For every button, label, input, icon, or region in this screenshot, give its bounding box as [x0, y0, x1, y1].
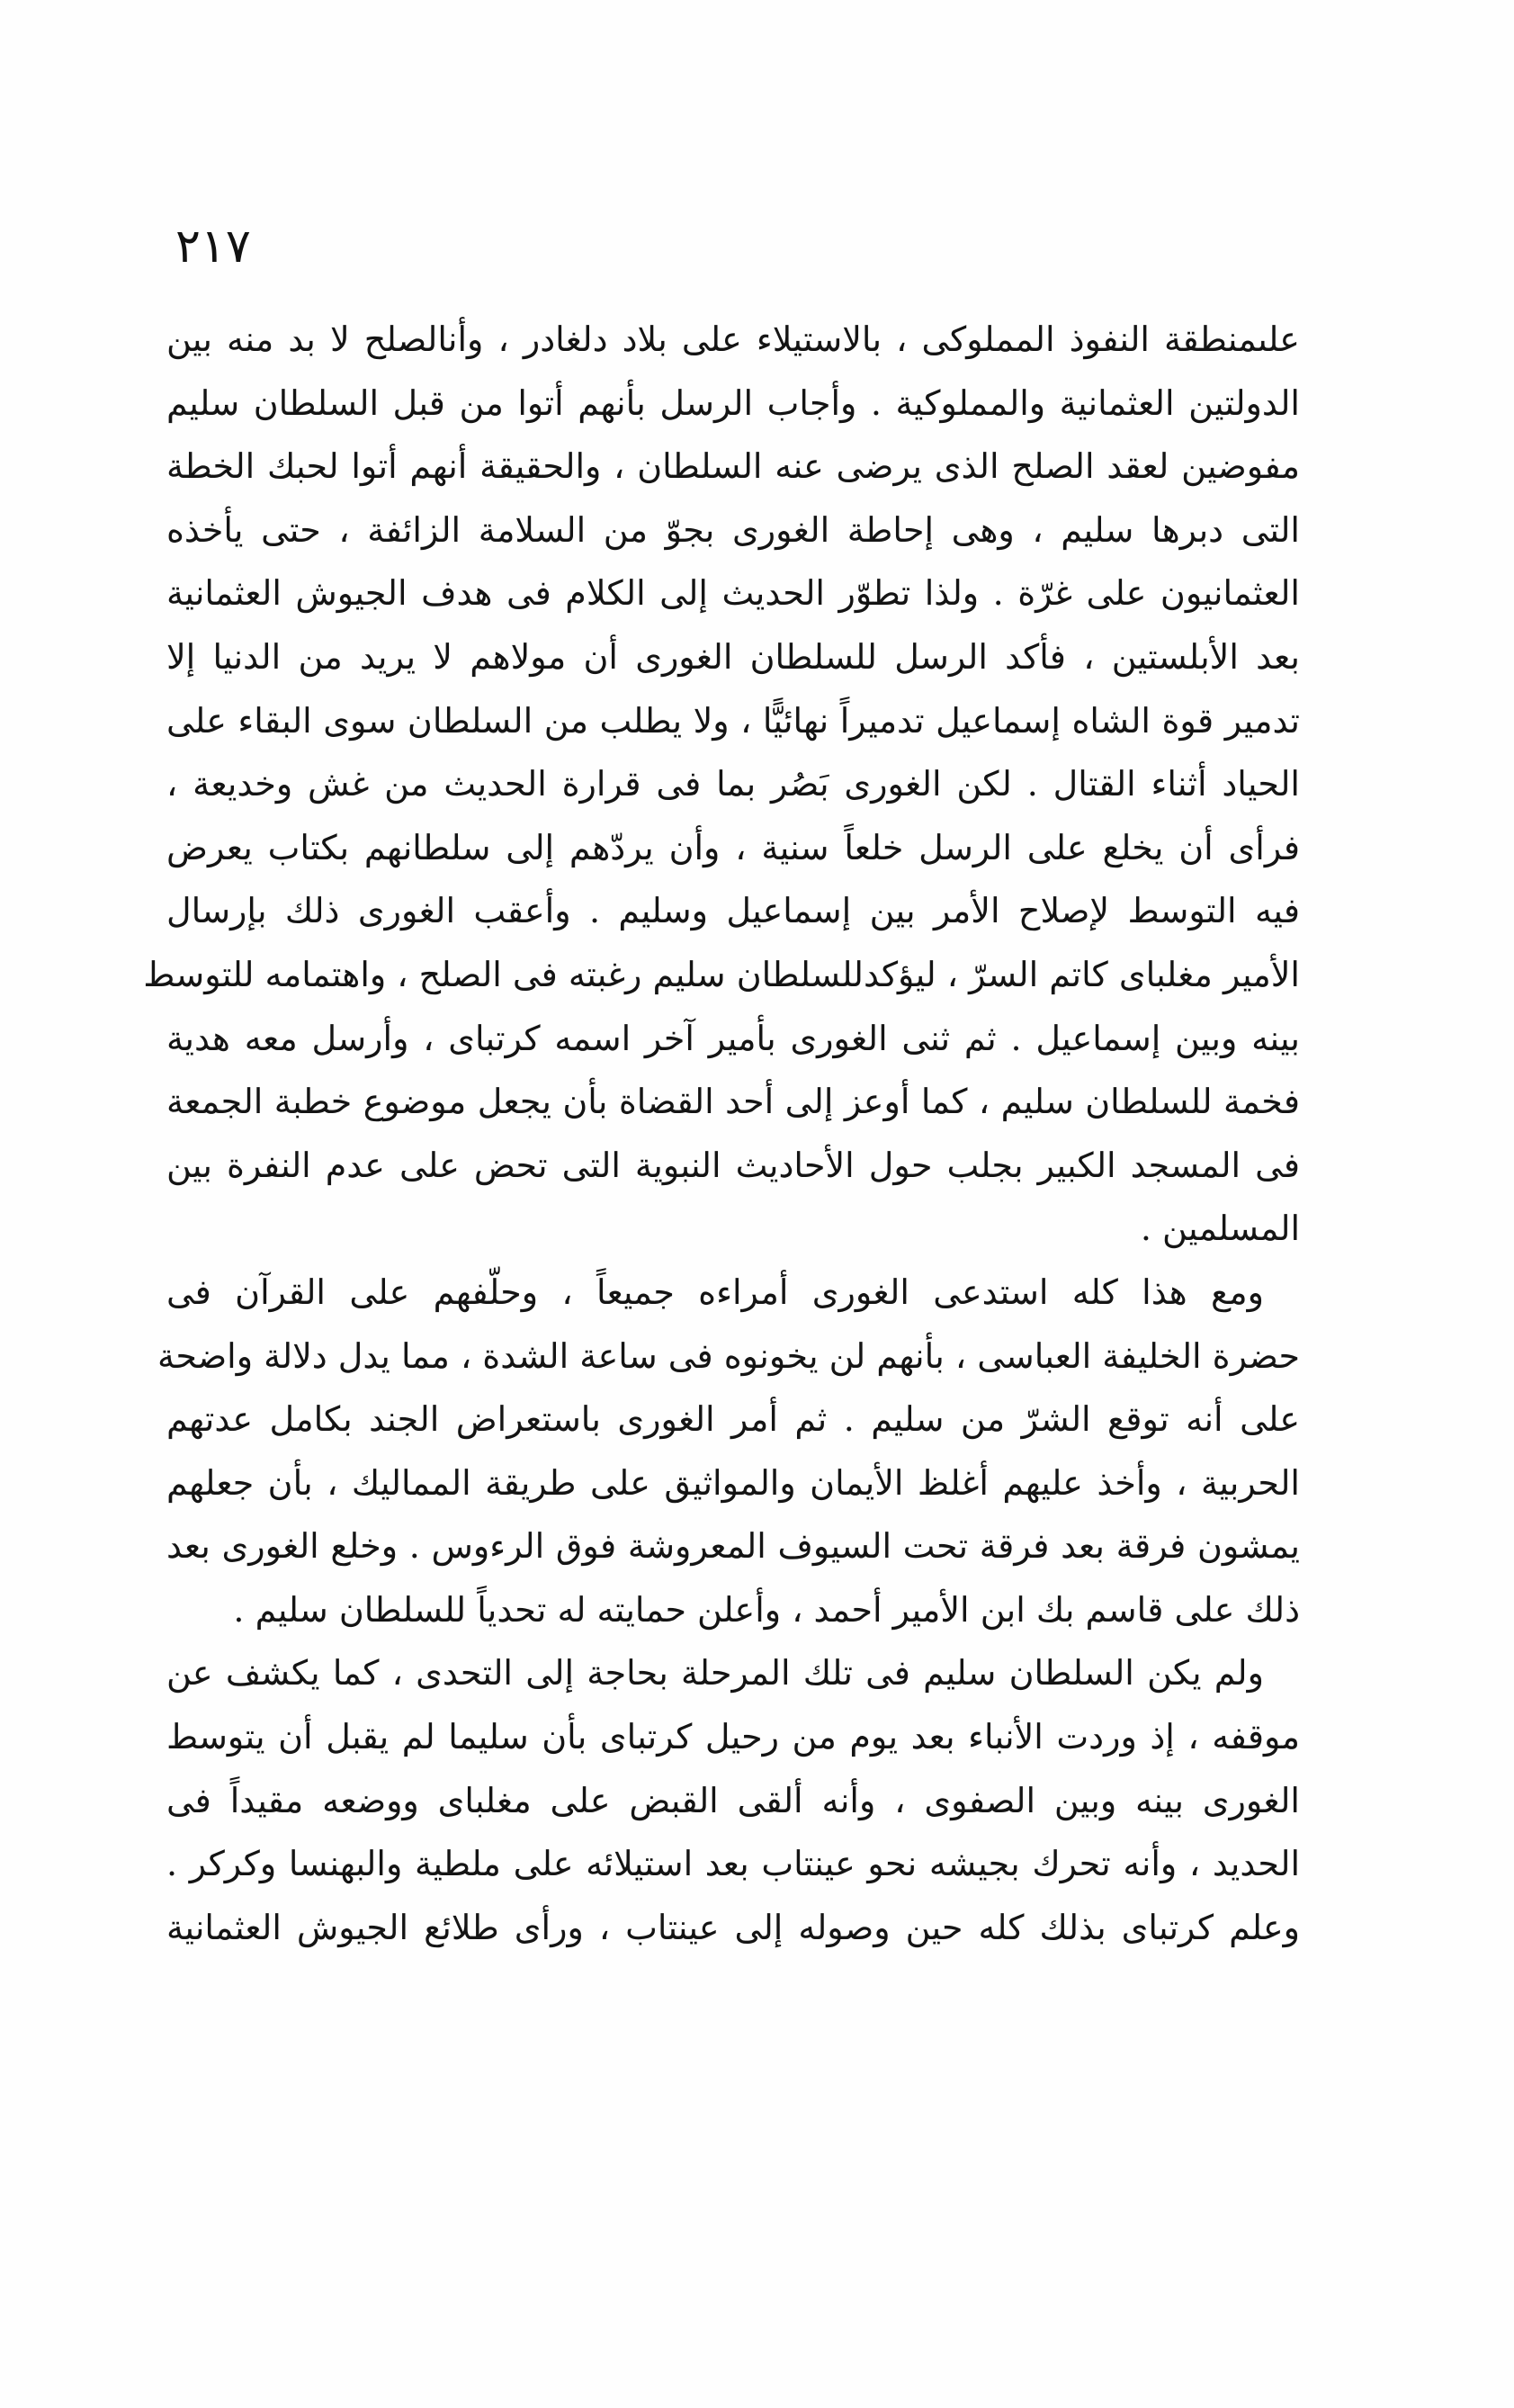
text-line: بعد الأبلستين ، فأكد الرسل للسلطان الغورى أن مولاهم لا يريد من الدنيا إلا [166, 636, 1300, 677]
text-line: العثمانيون على غرّة . ولذا تطوّر الحديث إلى الكلام فى هدف الجيوش العثمانية [166, 573, 1300, 614]
text-line: الحربية ، وأخذ عليهم أغلظ الأيمان والمواثيق على طريقة المماليك ، بأن جعلهم [166, 1462, 1300, 1503]
text-line: التى دبرها سليم ، وهى إحاطة الغورى بجوّ من السلامة الزائفة ، حتى يأخذه [166, 509, 1300, 550]
text-line: ذلك على قاسم بك ابن الأمير أحمد ، وأعلن حمايته له تحدياً للسلطان سليم . [233, 1589, 1300, 1630]
text-line: الحديد ، وأنه تحرك بجيشه نحو عينتاب بعد استيلائه على ملطية والبهنسا وكركر . [166, 1844, 1300, 1884]
text-line: فخمة للسلطان سليم ، كما أوعز إلى أحد القضاة بأن يجعل موضوع خطبة الجمعة [166, 1082, 1300, 1122]
text-line: تدمير قوة الشاه إسماعيل تدميراً نهائيًّا ، ولا يطلب من السلطان سوى البقاء على [166, 700, 1300, 741]
text-line: يمشون فرقة بعد فرقة تحت السيوف المعروشة فوق الرءوس . وخلع الغورى بعد [166, 1526, 1300, 1567]
text-line: الحياد أثناء القتال . لكن الغورى بَصُر بما فى قرارة الحديث من غش وخديعة ، [166, 764, 1300, 804]
text-line: على أنه توقع الشرّ من سليم . ثم أمر الغورى باستعراض الجند بكامل عدتهم [166, 1399, 1300, 1440]
text-line: ومع هذا كله استدعى الغورى أمراءه جميعاً ، وحلّفهم على القرآن فى [166, 1271, 1264, 1312]
text-line: موقفه ، إذ وردت الأنباء بعد يوم من رحيل كرتباى بأن سليما لم يقبل أن يتوسط [166, 1717, 1300, 1757]
text-line: فيه التوسط لإصلاح الأمر بين إسماعيل وسليم . وأعقب الغورى ذلك بإرسال [166, 891, 1300, 931]
text-line: علىمنطقة النفوذ المملوكى ، بالاستيلاء على بلاد دلغادر ، وأنالصلح لا بد منه بين [166, 319, 1300, 359]
text-line: الغورى بينه وبين الصفوى ، وأنه ألقى القبض على مغلباى ووضعه مقيداً فى [166, 1780, 1300, 1820]
text-line: الأمير مغلباى كاتم السرّ ، ليؤكدللسلطان سليم رغبته فى الصلح ، واهتمامه للتوسط [143, 954, 1300, 994]
text-line: المسلمين . [1140, 1208, 1300, 1249]
text-line: وعلم كرتباى بذلك كله حين وصوله إلى عينتاب ، ورأى طلائع الجيوش العثمانية [166, 1907, 1300, 1947]
page-number: ٢١٧ [175, 220, 251, 274]
text-line: ولم يكن السلطان سليم فى تلك المرحلة بحاجة إلى التحدى ، كما يكشف عن [166, 1653, 1264, 1694]
body-text [143, 308, 1301, 1959]
text-line: فى المسجد الكبير بجلب حول الأحاديث النبوية التى تحض على عدم النفرة بين [166, 1145, 1300, 1185]
text-line: مفوضين لعقد الصلح الذى يرضى عنه السلطان ، والحقيقة أنهم أتوا لحبك الخطة [166, 446, 1300, 487]
text-line: حضرة الخليفة العباسى ، بأنهم لن يخونوه فى ساعة الشدة ، مما يدل دلالة واضحة [157, 1335, 1300, 1376]
text-line: فرأى أن يخلع على الرسل خلعاً سنية ، وأن يردّهم إلى سلطانهم بكتاب يعرض [166, 827, 1300, 867]
text-line: الدولتين العثمانية والمملوكية . وأجاب الرسل بأنهم أتوا من قبل السلطان سليم [166, 382, 1300, 423]
text-line: بينه وبين إسماعيل . ثم ثنى الغورى بأمير آخر اسمه كرتباى ، وأرسل معه هدية [166, 1018, 1301, 1058]
